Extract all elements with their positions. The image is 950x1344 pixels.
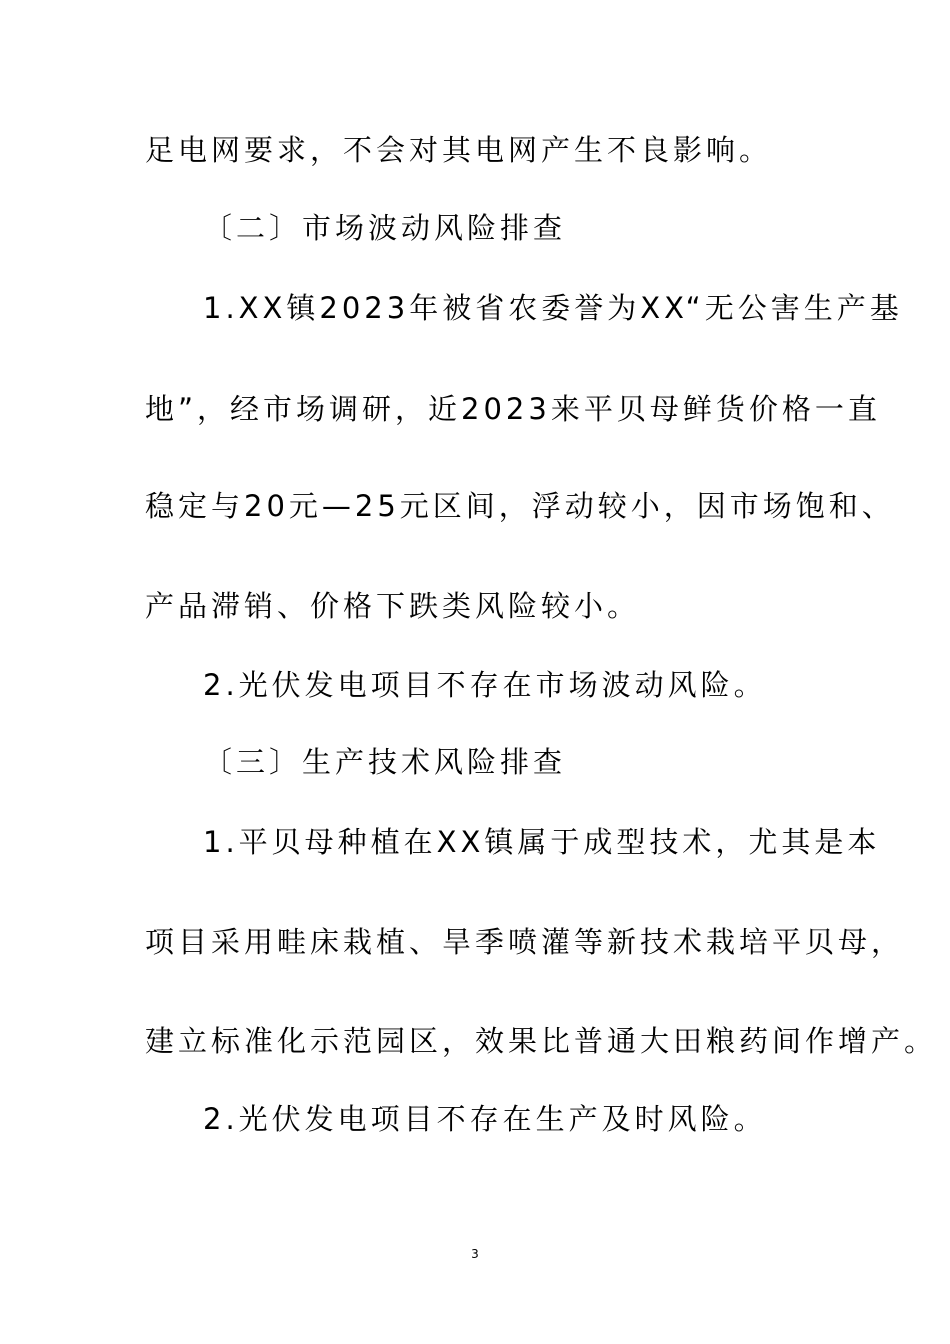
paragraph-line: 建立标准化示范园区，效果比普通大田粮药间作增产。: [145, 1024, 938, 1058]
paragraph-line: 稳定与20元—25元区间，浮动较小，因市场饱和、: [145, 489, 895, 523]
paragraph-line: 1.平贝母种植在XX镇属于成型技术，尤其是本: [203, 825, 881, 859]
section-heading: 〔二〕市场波动风险排查: [203, 211, 567, 245]
section-heading: 〔三〕生产技术风险排查: [203, 745, 567, 779]
paragraph-line: 足电网要求，不会对其电网产生不良影响。: [145, 133, 773, 167]
paragraph-line: 2.光伏发电项目不存在市场波动风险。: [203, 668, 767, 702]
paragraph-line: 地”，经市场调研，近2023来平贝母鲜货价格一直: [145, 392, 881, 426]
paragraph-line: 2.光伏发电项目不存在生产及时风险。: [203, 1102, 767, 1136]
paragraph-line: 产品滞销、价格下跌类风险较小。: [145, 589, 641, 623]
paragraph-line: 1.XX镇2023年被省农委誉为XX“无公害生产基: [203, 291, 903, 325]
page-number: 3: [471, 1247, 479, 1261]
paragraph-line: 项目采用畦床栽植、旱季喷灌等新技术栽培平贝母，: [145, 925, 905, 959]
